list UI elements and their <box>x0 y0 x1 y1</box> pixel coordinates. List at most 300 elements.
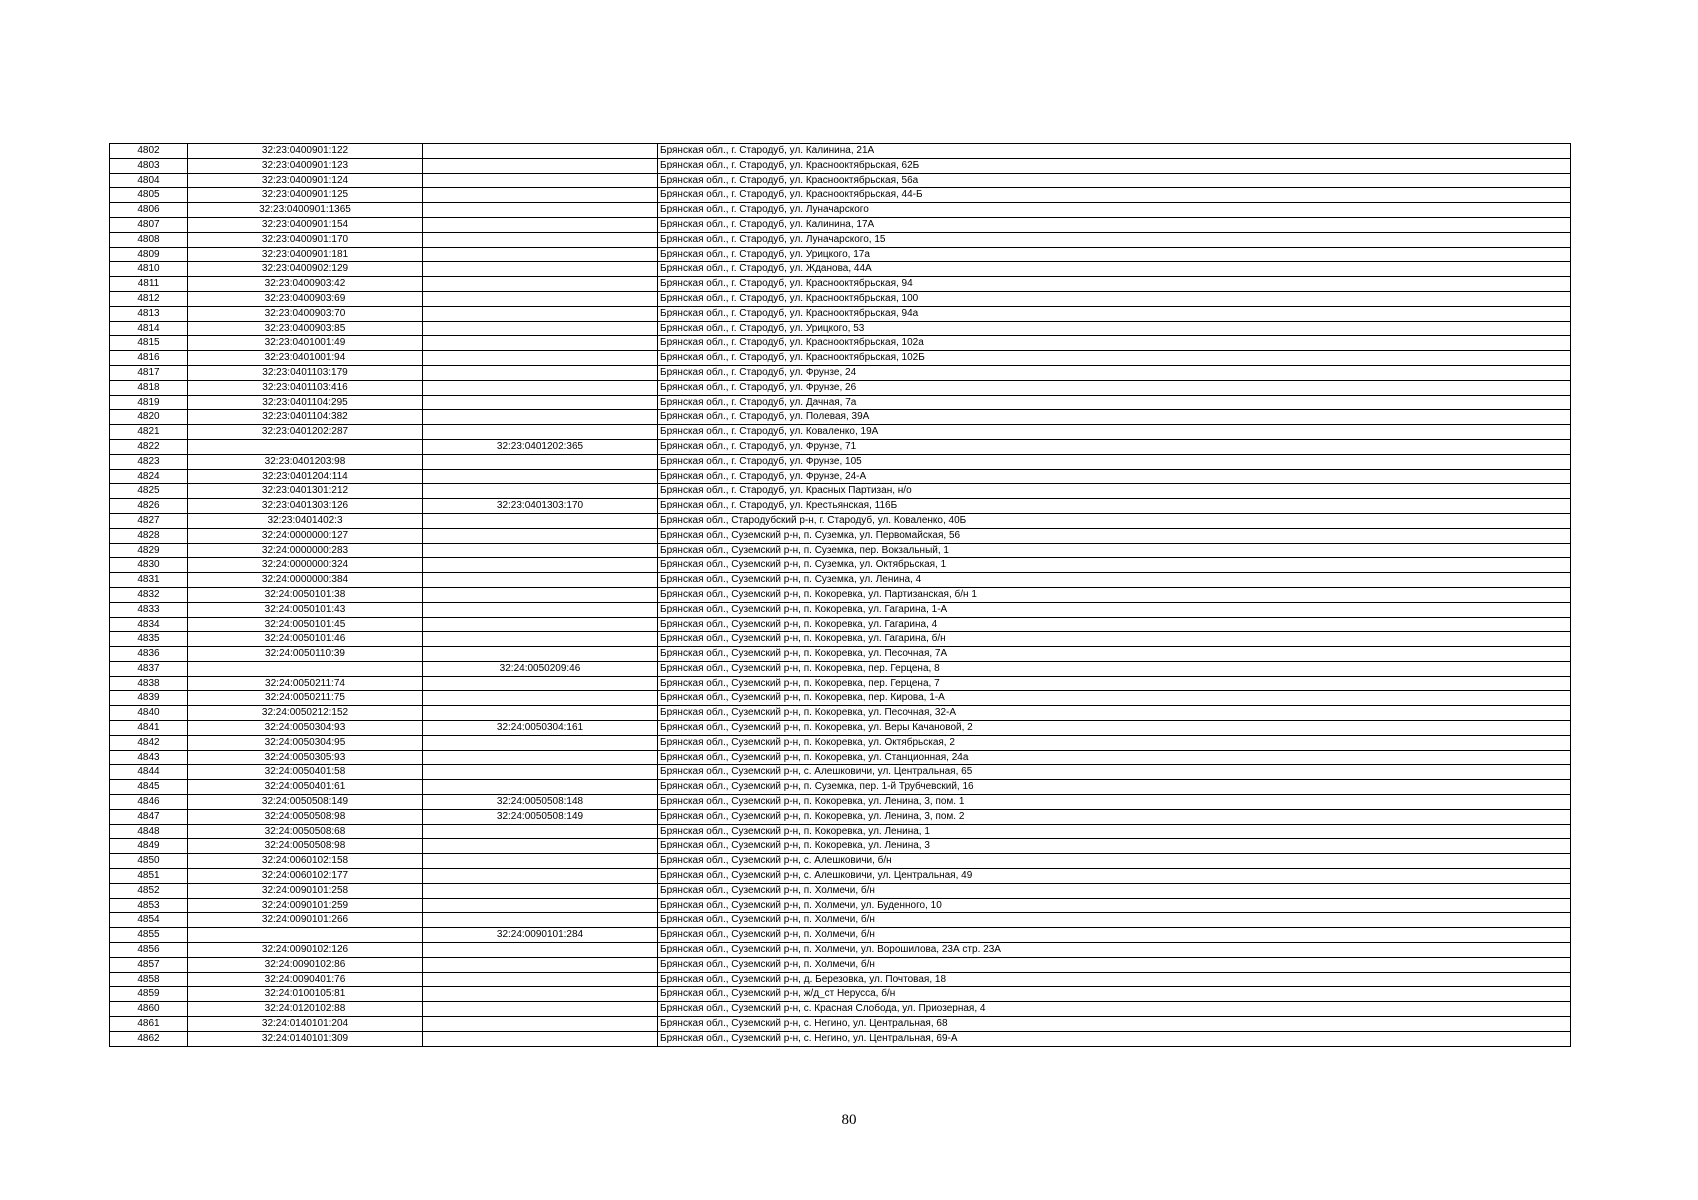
page-number: 80 <box>841 1112 857 1128</box>
table-row <box>110 676 1571 691</box>
cadastral-number-cell: 32:23:0401402:3 <box>188 513 423 528</box>
address-cell: Брянская обл., Суземский р-н, п. Кокоревка, ул. Песочная, 7А <box>658 647 1571 662</box>
cadastral-number-cell <box>188 661 423 676</box>
cadastral-number-cell: 32:24:0000000:384 <box>188 573 423 588</box>
address-cell: Брянская обл., г. Стародуб, ул. Фрунзе, 71 <box>658 439 1571 454</box>
related-cadastral-number-cell <box>423 765 658 780</box>
cadastral-number-cell: 32:23:0401203:98 <box>188 454 423 469</box>
row-number-cell: 4843 <box>110 750 188 765</box>
table-row <box>110 1031 1571 1046</box>
row-number-cell: 4847 <box>110 809 188 824</box>
address-cell: Брянская обл., г. Стародуб, ул. Фрунзе, 24-А <box>658 469 1571 484</box>
table-row <box>110 839 1571 854</box>
cadastral-number-cell: 32:23:0401001:49 <box>188 336 423 351</box>
address-cell: Брянская обл., г. Стародуб, ул. Калинина, 21А <box>658 144 1571 159</box>
related-cadastral-number-cell: 32:23:0401202:365 <box>423 439 658 454</box>
address-cell: Брянская обл., Суземский р-н, п. Кокоревка, пер. Герцена, 8 <box>658 661 1571 676</box>
cadastral-number-cell: 32:24:0000000:283 <box>188 543 423 558</box>
cadastral-number-cell: 32:24:0090101:258 <box>188 883 423 898</box>
row-number-cell: 4812 <box>110 291 188 306</box>
cadastral-number-cell: 32:24:0050101:43 <box>188 602 423 617</box>
address-cell: Брянская обл., Суземский р-н, п. Кокоревка, пер. Кирова, 1-А <box>658 691 1571 706</box>
row-number-cell: 4802 <box>110 144 188 159</box>
table-row <box>110 158 1571 173</box>
related-cadastral-number-cell <box>423 898 658 913</box>
cadastral-number-cell: 32:24:0050101:46 <box>188 632 423 647</box>
table-row <box>110 795 1571 810</box>
address-cell: Брянская обл., Суземский р-н, п. Кокоревка, ул. Ленина, 3, пом. 2 <box>658 809 1571 824</box>
related-cadastral-number-cell <box>423 410 658 425</box>
address-cell: Брянская обл., Суземский р-н, с. Красная Слобода, ул. Приозерная, 4 <box>658 1002 1571 1017</box>
address-cell: Брянская обл., Суземский р-н, п. Кокоревка, ул. Гагарина, 1-А <box>658 602 1571 617</box>
cadastral-number-cell: 32:23:0400901:1365 <box>188 203 423 218</box>
table-row <box>110 499 1571 514</box>
cadastral-number-cell: 32:24:0050211:75 <box>188 691 423 706</box>
address-cell: Брянская обл., Суземский р-н, с. Негино, ул. Центральная, 69-А <box>658 1031 1571 1046</box>
row-number-cell: 4817 <box>110 365 188 380</box>
related-cadastral-number-cell <box>423 365 658 380</box>
table-row <box>110 262 1571 277</box>
table-row <box>110 543 1571 558</box>
address-cell: Брянская обл., Суземский р-н, п. Кокоревка, ул. Станционная, 24а <box>658 750 1571 765</box>
related-cadastral-number-cell <box>423 750 658 765</box>
property-register-table <box>109 143 1571 1047</box>
table-row <box>110 869 1571 884</box>
table-row <box>110 587 1571 602</box>
address-cell: Брянская обл., г. Стародуб, ул. Калинина, 17А <box>658 217 1571 232</box>
address-cell: Брянская обл., Суземский р-н, п. Холмечи, ул. Ворошилова, 23А стр. 23А <box>658 943 1571 958</box>
row-number-cell: 4826 <box>110 499 188 514</box>
table-row <box>110 144 1571 159</box>
address-cell: Брянская обл., г. Стародуб, ул. Коваленко, 19А <box>658 425 1571 440</box>
address-cell: Брянская обл., г. Стародуб, ул. Крестьянская, 116Б <box>658 499 1571 514</box>
related-cadastral-number-cell <box>423 380 658 395</box>
table-row <box>110 943 1571 958</box>
row-number-cell: 4850 <box>110 854 188 869</box>
table-row <box>110 735 1571 750</box>
row-number-cell: 4804 <box>110 173 188 188</box>
related-cadastral-number-cell <box>423 144 658 159</box>
related-cadastral-number-cell <box>423 957 658 972</box>
related-cadastral-number-cell <box>423 454 658 469</box>
row-number-cell: 4855 <box>110 928 188 943</box>
cadastral-number-cell: 32:24:0000000:127 <box>188 528 423 543</box>
table-row <box>110 1017 1571 1032</box>
row-number-cell: 4813 <box>110 306 188 321</box>
row-number-cell: 4809 <box>110 247 188 262</box>
address-cell: Брянская обл., г. Стародуб, ул. Жданова, 44А <box>658 262 1571 277</box>
table-row <box>110 558 1571 573</box>
table-row <box>110 972 1571 987</box>
row-number-cell: 4803 <box>110 158 188 173</box>
address-cell: Брянская обл., Суземский р-н, с. Алешковичи, б/н <box>658 854 1571 869</box>
cadastral-number-cell: 32:23:0400901:125 <box>188 188 423 203</box>
address-cell: Брянская обл., Суземский р-н, п. Кокоревка, ул. Ленина, 3 <box>658 839 1571 854</box>
related-cadastral-number-cell: 32:24:0050508:149 <box>423 809 658 824</box>
cadastral-number-cell: 32:24:0050508:98 <box>188 809 423 824</box>
row-number-cell: 4848 <box>110 824 188 839</box>
related-cadastral-number-cell <box>423 291 658 306</box>
related-cadastral-number-cell: 32:24:0050304:161 <box>423 721 658 736</box>
row-number-cell: 4861 <box>110 1017 188 1032</box>
row-number-cell: 4831 <box>110 573 188 588</box>
related-cadastral-number-cell <box>423 217 658 232</box>
related-cadastral-number-cell <box>423 883 658 898</box>
table-row <box>110 247 1571 262</box>
related-cadastral-number-cell <box>423 262 658 277</box>
row-number-cell: 4814 <box>110 321 188 336</box>
row-number-cell: 4829 <box>110 543 188 558</box>
related-cadastral-number-cell <box>423 321 658 336</box>
address-cell: Брянская обл., Суземский р-н, д. Березовка, ул. Почтовая, 18 <box>658 972 1571 987</box>
related-cadastral-number-cell <box>423 513 658 528</box>
cadastral-number-cell: 32:23:0400901:123 <box>188 158 423 173</box>
cadastral-number-cell: 32:24:0090102:86 <box>188 957 423 972</box>
cadastral-number-cell: 32:24:0050101:45 <box>188 617 423 632</box>
table-row <box>110 336 1571 351</box>
address-cell: Брянская обл., Суземский р-н, п. Кокоревка, ул. Веры Качановой, 2 <box>658 721 1571 736</box>
table-row <box>110 425 1571 440</box>
table-row <box>110 765 1571 780</box>
row-number-cell: 4811 <box>110 277 188 292</box>
related-cadastral-number-cell <box>423 587 658 602</box>
table-row <box>110 780 1571 795</box>
address-cell: Брянская обл., Суземский р-н, с. Алешковичи, ул. Центральная, 49 <box>658 869 1571 884</box>
related-cadastral-number-cell <box>423 469 658 484</box>
row-number-cell: 4807 <box>110 217 188 232</box>
related-cadastral-number-cell <box>423 1017 658 1032</box>
address-cell: Брянская обл., Суземский р-н, п. Суземка, пер. Вокзальный, 1 <box>658 543 1571 558</box>
table-row <box>110 469 1571 484</box>
address-cell: Брянская обл., г. Стародуб, ул. Краснооктябрьская, 100 <box>658 291 1571 306</box>
table-row <box>110 1002 1571 1017</box>
address-cell: Брянская обл., г. Стародуб, ул. Фрунзе, 26 <box>658 380 1571 395</box>
related-cadastral-number-cell <box>423 839 658 854</box>
cadastral-number-cell: 32:24:0050304:93 <box>188 721 423 736</box>
row-number-cell: 4835 <box>110 632 188 647</box>
address-cell: Брянская обл., Суземский р-н, п. Суземка, ул. Ленина, 4 <box>658 573 1571 588</box>
related-cadastral-number-cell: 32:24:0050209:46 <box>423 661 658 676</box>
related-cadastral-number-cell <box>423 306 658 321</box>
table-row <box>110 602 1571 617</box>
table-row <box>110 854 1571 869</box>
cadastral-number-cell: 32:24:0050508:98 <box>188 839 423 854</box>
row-number-cell: 4860 <box>110 1002 188 1017</box>
related-cadastral-number-cell <box>423 351 658 366</box>
table-row <box>110 410 1571 425</box>
address-cell: Брянская обл., г. Стародуб, ул. Фрунзе, 24 <box>658 365 1571 380</box>
address-cell: Брянская обл., г. Стародуб, ул. Дачная, 7а <box>658 395 1571 410</box>
cadastral-number-cell: 32:23:0400901:154 <box>188 217 423 232</box>
related-cadastral-number-cell <box>423 1002 658 1017</box>
related-cadastral-number-cell <box>423 336 658 351</box>
row-number-cell: 4845 <box>110 780 188 795</box>
address-cell: Брянская обл., г. Стародуб, ул. Урицкого, 53 <box>658 321 1571 336</box>
table-row <box>110 957 1571 972</box>
address-cell: Брянская обл., г. Стародуб, ул. Луначарского, 15 <box>658 232 1571 247</box>
row-number-cell: 4840 <box>110 706 188 721</box>
address-cell: Брянская обл., г. Стародуб, ул. Фрунзе, 105 <box>658 454 1571 469</box>
related-cadastral-number-cell <box>423 972 658 987</box>
cadastral-number-cell: 32:23:0400903:42 <box>188 277 423 292</box>
table-row <box>110 573 1571 588</box>
row-number-cell: 4836 <box>110 647 188 662</box>
table-row <box>110 439 1571 454</box>
row-number-cell: 4854 <box>110 913 188 928</box>
related-cadastral-number-cell <box>423 943 658 958</box>
cadastral-number-cell: 32:23:0401104:382 <box>188 410 423 425</box>
cadastral-number-cell: 32:24:0050211:74 <box>188 676 423 691</box>
address-cell: Брянская обл., Суземский р-н, с. Негино, ул. Центральная, 68 <box>658 1017 1571 1032</box>
related-cadastral-number-cell <box>423 573 658 588</box>
row-number-cell: 4822 <box>110 439 188 454</box>
row-number-cell: 4832 <box>110 587 188 602</box>
related-cadastral-number-cell <box>423 691 658 706</box>
cadastral-number-cell: 32:23:0400902:129 <box>188 262 423 277</box>
table-row <box>110 913 1571 928</box>
cadastral-number-cell: 32:24:0100105:81 <box>188 987 423 1002</box>
related-cadastral-number-cell <box>423 913 658 928</box>
row-number-cell: 4834 <box>110 617 188 632</box>
address-cell: Брянская обл., Суземский р-н, п. Холмечи, б/н <box>658 957 1571 972</box>
related-cadastral-number-cell <box>423 173 658 188</box>
address-cell: Брянская обл., Суземский р-н, п. Кокоревка, ул. Ленина, 3, пом. 1 <box>658 795 1571 810</box>
related-cadastral-number-cell <box>423 232 658 247</box>
related-cadastral-number-cell <box>423 987 658 1002</box>
cadastral-number-cell: 32:23:0401001:94 <box>188 351 423 366</box>
cadastral-number-cell: 32:24:0140101:204 <box>188 1017 423 1032</box>
table-row <box>110 617 1571 632</box>
cadastral-number-cell: 32:24:0050304:95 <box>188 735 423 750</box>
row-number-cell: 4827 <box>110 513 188 528</box>
cadastral-number-cell: 32:24:0090401:76 <box>188 972 423 987</box>
table-row <box>110 661 1571 676</box>
related-cadastral-number-cell <box>423 602 658 617</box>
address-cell: Брянская обл., г. Стародуб, ул. Краснооктябрьская, 102а <box>658 336 1571 351</box>
row-number-cell: 4824 <box>110 469 188 484</box>
cadastral-number-cell: 32:24:0000000:324 <box>188 558 423 573</box>
table-row <box>110 277 1571 292</box>
address-cell: Брянская обл., г. Стародуб, ул. Краснооктябрьская, 94 <box>658 277 1571 292</box>
cadastral-number-cell: 32:23:0401104:295 <box>188 395 423 410</box>
table-row <box>110 528 1571 543</box>
row-number-cell: 4846 <box>110 795 188 810</box>
related-cadastral-number-cell <box>423 247 658 262</box>
related-cadastral-number-cell <box>423 647 658 662</box>
row-number-cell: 4806 <box>110 203 188 218</box>
row-number-cell: 4857 <box>110 957 188 972</box>
row-number-cell: 4810 <box>110 262 188 277</box>
related-cadastral-number-cell <box>423 277 658 292</box>
address-cell: Брянская обл., Суземский р-н, п. Кокоревка, ул. Партизанская, б/н 1 <box>658 587 1571 602</box>
address-cell: Брянская обл., г. Стародуб, ул. Краснооктябрьская, 94а <box>658 306 1571 321</box>
table-row <box>110 395 1571 410</box>
table-row <box>110 706 1571 721</box>
table-row <box>110 928 1571 943</box>
cadastral-number-cell: 32:23:0401202:287 <box>188 425 423 440</box>
related-cadastral-number-cell <box>423 188 658 203</box>
address-cell: Брянская обл., Суземский р-н, п. Суземка, ул. Первомайская, 56 <box>658 528 1571 543</box>
address-cell: Брянская обл., Суземский р-н, п. Кокоревка, ул. Гагарина, 4 <box>658 617 1571 632</box>
cadastral-number-cell: 32:24:0050401:61 <box>188 780 423 795</box>
row-number-cell: 4856 <box>110 943 188 958</box>
table-row <box>110 691 1571 706</box>
table-row <box>110 380 1571 395</box>
related-cadastral-number-cell <box>423 780 658 795</box>
address-cell: Брянская обл., Суземский р-н, п. Кокоревка, ул. Песочная, 32-А <box>658 706 1571 721</box>
related-cadastral-number-cell <box>423 395 658 410</box>
cadastral-number-cell: 32:23:0400903:85 <box>188 321 423 336</box>
related-cadastral-number-cell <box>423 869 658 884</box>
related-cadastral-number-cell <box>423 706 658 721</box>
table-row <box>110 306 1571 321</box>
cadastral-number-cell: 32:24:0060102:177 <box>188 869 423 884</box>
cadastral-number-cell: 32:24:0140101:309 <box>188 1031 423 1046</box>
cadastral-number-cell: 32:23:0401204:114 <box>188 469 423 484</box>
cadastral-number-cell: 32:24:0050508:68 <box>188 824 423 839</box>
cadastral-number-cell: 32:24:0060102:158 <box>188 854 423 869</box>
address-cell: Брянская обл., Суземский р-н, п. Кокоревка, пер. Герцена, 7 <box>658 676 1571 691</box>
cadastral-number-cell: 32:24:0050110:39 <box>188 647 423 662</box>
row-number-cell: 4818 <box>110 380 188 395</box>
cadastral-number-cell: 32:23:0401103:416 <box>188 380 423 395</box>
table-row <box>110 883 1571 898</box>
cadastral-number-cell: 32:24:0090101:266 <box>188 913 423 928</box>
table-row <box>110 824 1571 839</box>
table-row <box>110 513 1571 528</box>
row-number-cell: 4838 <box>110 676 188 691</box>
related-cadastral-number-cell <box>423 425 658 440</box>
row-number-cell: 4839 <box>110 691 188 706</box>
address-cell: Брянская обл., г. Стародуб, ул. Краснооктябрьская, 44-Б <box>658 188 1571 203</box>
table-row <box>110 365 1571 380</box>
row-number-cell: 4816 <box>110 351 188 366</box>
property-register-body <box>110 144 1571 1047</box>
cadastral-number-cell: 32:24:0050508:149 <box>188 795 423 810</box>
address-cell: Брянская обл., г. Стародуб, ул. Урицкого, 17а <box>658 247 1571 262</box>
related-cadastral-number-cell: 32:23:0401303:170 <box>423 499 658 514</box>
related-cadastral-number-cell <box>423 558 658 573</box>
address-cell: Брянская обл., Суземский р-н, п. Холмечи, б/н <box>658 913 1571 928</box>
address-cell: Брянская обл., Стародубский р-н, г. Стародуб, ул. Коваленко, 40Б <box>658 513 1571 528</box>
row-number-cell: 4859 <box>110 987 188 1002</box>
row-number-cell: 4852 <box>110 883 188 898</box>
address-cell: Брянская обл., г. Стародуб, ул. Краснооктябрьская, 102Б <box>658 351 1571 366</box>
cadastral-number-cell: 32:24:0050305:93 <box>188 750 423 765</box>
related-cadastral-number-cell <box>423 203 658 218</box>
cadastral-number-cell: 32:24:0050401:58 <box>188 765 423 780</box>
cadastral-number-cell: 32:24:0090101:259 <box>188 898 423 913</box>
related-cadastral-number-cell <box>423 632 658 647</box>
table-row <box>110 188 1571 203</box>
related-cadastral-number-cell <box>423 158 658 173</box>
table-row <box>110 454 1571 469</box>
row-number-cell: 4808 <box>110 232 188 247</box>
cadastral-number-cell <box>188 928 423 943</box>
row-number-cell: 4828 <box>110 528 188 543</box>
address-cell: Брянская обл., Суземский р-н, п. Суземка, пер. 1-й Трубчевский, 16 <box>658 780 1571 795</box>
row-number-cell: 4853 <box>110 898 188 913</box>
table-row <box>110 750 1571 765</box>
row-number-cell: 4842 <box>110 735 188 750</box>
row-number-cell: 4825 <box>110 484 188 499</box>
table-row <box>110 721 1571 736</box>
cadastral-number-cell <box>188 439 423 454</box>
row-number-cell: 4849 <box>110 839 188 854</box>
cadastral-number-cell: 32:23:0401301:212 <box>188 484 423 499</box>
table-row <box>110 291 1571 306</box>
table-row <box>110 351 1571 366</box>
table-row <box>110 809 1571 824</box>
related-cadastral-number-cell <box>423 528 658 543</box>
address-cell: Брянская обл., г. Стародуб, ул. Красных Партизан, н/о <box>658 484 1571 499</box>
related-cadastral-number-cell <box>423 543 658 558</box>
row-number-cell: 4858 <box>110 972 188 987</box>
table-row <box>110 987 1571 1002</box>
address-cell: Брянская обл., г. Стародуб, ул. Краснооктябрьская, 62Б <box>658 158 1571 173</box>
cadastral-number-cell: 32:23:0400901:170 <box>188 232 423 247</box>
row-number-cell: 4833 <box>110 602 188 617</box>
address-cell: Брянская обл., Суземский р-н, с. Алешковичи, ул. Центральная, 65 <box>658 765 1571 780</box>
row-number-cell: 4841 <box>110 721 188 736</box>
table-row <box>110 647 1571 662</box>
table-row <box>110 203 1571 218</box>
row-number-cell: 4821 <box>110 425 188 440</box>
related-cadastral-number-cell: 32:24:0090101:284 <box>423 928 658 943</box>
address-cell: Брянская обл., Суземский р-н, п. Кокоревка, ул. Гагарина, б/н <box>658 632 1571 647</box>
row-number-cell: 4805 <box>110 188 188 203</box>
row-number-cell: 4851 <box>110 869 188 884</box>
row-number-cell: 4823 <box>110 454 188 469</box>
cadastral-number-cell: 32:23:0400901:181 <box>188 247 423 262</box>
address-cell: Брянская обл., г. Стародуб, ул. Краснооктябрьская, 56а <box>658 173 1571 188</box>
address-cell: Брянская обл., Суземский р-н, п. Кокоревка, ул. Октябрьская, 2 <box>658 735 1571 750</box>
cadastral-number-cell: 32:24:0050212:152 <box>188 706 423 721</box>
cadastral-number-cell: 32:23:0401303:126 <box>188 499 423 514</box>
cadastral-number-cell: 32:23:0400901:122 <box>188 144 423 159</box>
cadastral-number-cell: 32:23:0400901:124 <box>188 173 423 188</box>
related-cadastral-number-cell <box>423 484 658 499</box>
address-cell: Брянская обл., Суземский р-н, п. Суземка, ул. Октябрьская, 1 <box>658 558 1571 573</box>
related-cadastral-number-cell <box>423 1031 658 1046</box>
cadastral-number-cell: 32:23:0400903:69 <box>188 291 423 306</box>
related-cadastral-number-cell <box>423 676 658 691</box>
table-row <box>110 173 1571 188</box>
cadastral-number-cell: 32:24:0090102:126 <box>188 943 423 958</box>
row-number-cell: 4837 <box>110 661 188 676</box>
table-row <box>110 484 1571 499</box>
address-cell: Брянская обл., Суземский р-н, п. Холмечи, ул. Буденного, 10 <box>658 898 1571 913</box>
row-number-cell: 4844 <box>110 765 188 780</box>
table-row <box>110 632 1571 647</box>
row-number-cell: 4820 <box>110 410 188 425</box>
related-cadastral-number-cell <box>423 735 658 750</box>
row-number-cell: 4819 <box>110 395 188 410</box>
table-row <box>110 217 1571 232</box>
cadastral-number-cell: 32:24:0120102:88 <box>188 1002 423 1017</box>
address-cell: Брянская обл., г. Стародуб, ул. Полевая, 39А <box>658 410 1571 425</box>
related-cadastral-number-cell <box>423 617 658 632</box>
address-cell: Брянская обл., Суземский р-н, п. Холмечи, б/н <box>658 883 1571 898</box>
related-cadastral-number-cell <box>423 824 658 839</box>
row-number-cell: 4862 <box>110 1031 188 1046</box>
cadastral-number-cell: 32:24:0050101:38 <box>188 587 423 602</box>
cadastral-number-cell: 32:23:0401103:179 <box>188 365 423 380</box>
related-cadastral-number-cell: 32:24:0050508:148 <box>423 795 658 810</box>
cadastral-number-cell: 32:23:0400903:70 <box>188 306 423 321</box>
related-cadastral-number-cell <box>423 854 658 869</box>
table-row <box>110 898 1571 913</box>
